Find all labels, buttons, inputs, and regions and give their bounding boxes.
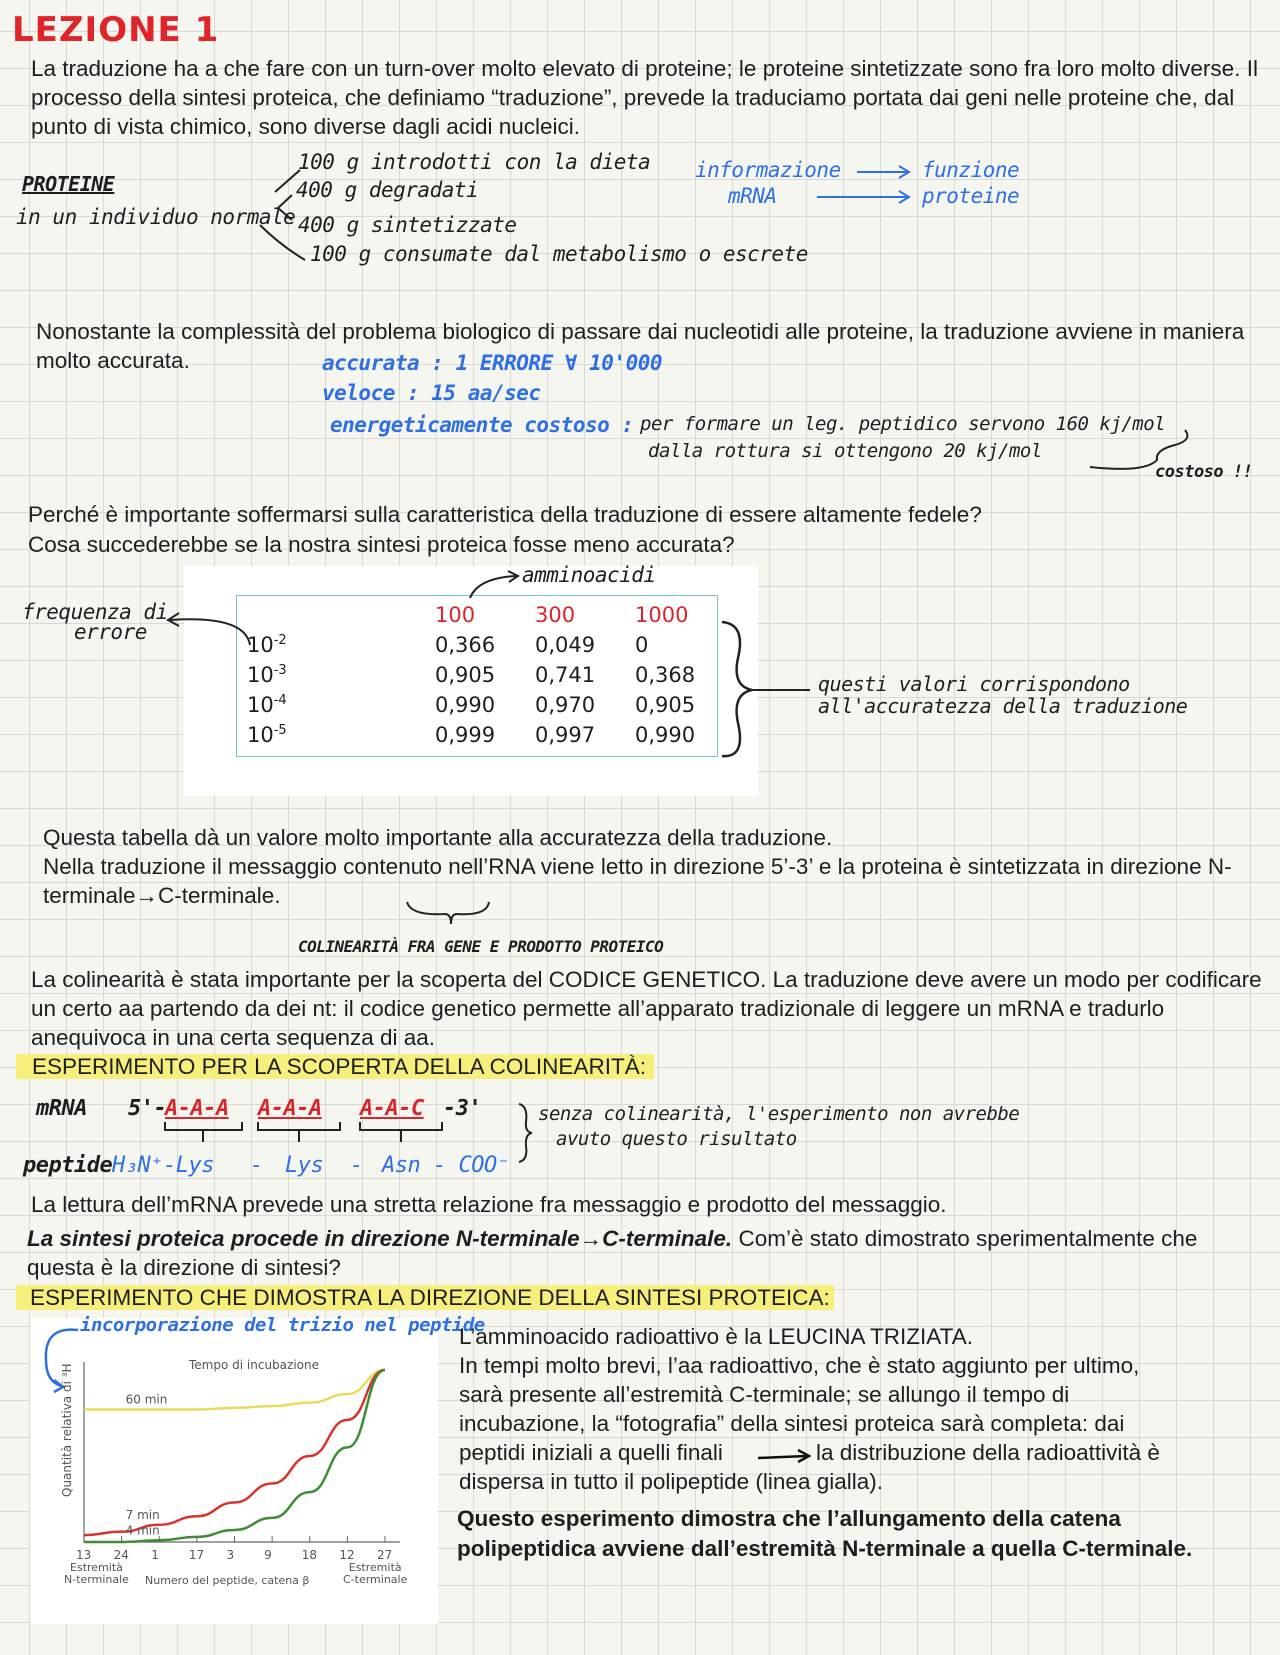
- five-prime: 5'-: [128, 1096, 167, 1121]
- question: Cosa succederebbe se la nostra sintesi proteica fosse meno accurata?: [28, 532, 735, 557]
- table-cell: 0,990: [435, 693, 496, 717]
- amminoacidi-note: amminoacidi: [522, 563, 656, 587]
- proteine-heading: PROTEINE: [22, 172, 115, 196]
- table-cell: 0,049: [535, 633, 596, 657]
- experiment-line: peptidi iniziali a quelli finali: [459, 1440, 723, 1465]
- codon: A-A-C: [360, 1096, 424, 1121]
- arrow-icon: [756, 1446, 816, 1466]
- energy-note: dalla rottura si ottengono 20 kj/mol: [648, 440, 1042, 462]
- chart-note: incorporazione del trizio nel peptide: [80, 1314, 485, 1336]
- table-header: 1000: [635, 603, 689, 627]
- table-cell: 0: [635, 633, 649, 657]
- x-tick-label: 27: [377, 1548, 393, 1562]
- freq-base: 10: [247, 723, 274, 747]
- conclusion: polipeptidica avviene dall’estremità N-terminale a quella C-terminale.: [457, 1536, 1193, 1561]
- intro-paragraph: La traduzione ha a che fare con un turn-over molto elevato di proteine; le proteine sintetizzate sono fra loro molto diverse. Il processo della sintesi proteica, che definiamo “traduzione”, prevede la traduciamo portata dai geni nelle proteine che, dal punto di vista chimico, sono diverse dagli acidi nucleici.: [31, 56, 1258, 139]
- table-cell: 0,905: [635, 693, 696, 717]
- peptide-residue: H₃N⁺-Lys: [112, 1153, 214, 1178]
- proteine-item: 100 g introdotti con la dieta: [298, 150, 651, 174]
- proteine-subject: in un individuo normale: [16, 205, 296, 229]
- chart-x-right-label-2: C-terminale: [343, 1573, 408, 1586]
- table-header: 100: [435, 603, 476, 627]
- table-paragraph: Questa tabella dà un valore molto importante alla accuratezza della traduzione.: [43, 825, 833, 850]
- table-cell: 0,905: [435, 663, 496, 687]
- accuracy-table-frame: [236, 595, 718, 757]
- esperimento-heading: [16, 1052, 654, 1081]
- amminoacidi-arrow: [468, 570, 528, 600]
- x-tick-label: 18: [301, 1548, 318, 1562]
- flow-from: informazione: [695, 158, 841, 182]
- peptide-residue: Asn - COO⁻: [382, 1153, 510, 1178]
- codon-brackets: [160, 1120, 460, 1150]
- experiment-line: la distribuzione della radioattività è: [816, 1440, 1160, 1465]
- x-tick-label: 24: [113, 1548, 129, 1562]
- accuracy-table: [247, 600, 715, 750]
- flow-from: mRNA: [728, 184, 777, 208]
- frequenza-arrow: [165, 610, 265, 650]
- x-tick-label: 9: [264, 1548, 272, 1562]
- table-row: [247, 720, 715, 750]
- freq-exp: -2: [273, 633, 287, 648]
- page-title: LEZIONE 1: [12, 10, 220, 50]
- mrna-note: senza colinearità, l'esperimento non avrebbe: [538, 1103, 1020, 1125]
- series-label: 7 min: [125, 1507, 160, 1522]
- experiment-line: sarà presente all’estremità C-terminale; se allungo il tempo di: [459, 1382, 1070, 1407]
- peptide-bond: -: [250, 1153, 263, 1178]
- freq-exp: -4: [273, 693, 287, 708]
- series-label: 4 min: [125, 1523, 160, 1538]
- colinearita-note: COLINEARITÀ FRA GENE E PRODOTTO PROTEICO: [298, 937, 664, 956]
- line-chart: [80, 1360, 410, 1550]
- x-tick-label: 1: [151, 1548, 159, 1562]
- x-tick-label: 13: [76, 1548, 92, 1562]
- esperimento-heading-text: ESPERIMENTO PER LA SCOPERTA DELLA COLINEARITÀ:: [16, 1054, 654, 1079]
- experiment-line: incubazione, la “fotografia” della sintesi proteica sarà completa: dai: [459, 1411, 1125, 1436]
- experiment-line: L’amminoacido radioattivo è la LEUCINA TRIZIATA.: [459, 1324, 973, 1349]
- costoso-note: costoso !!: [1155, 462, 1253, 482]
- sintesi-paragraph: [27, 1224, 1267, 1282]
- table-cell: 0,366: [435, 633, 496, 657]
- freq-base: 10: [247, 633, 274, 657]
- proteine-item: 100 g consumate dal metabolismo o escrete: [310, 242, 808, 266]
- proteine-item: 400 g sintetizzate: [298, 213, 517, 237]
- table-paragraph: Nella traduzione il messaggio contenuto nell’RNA viene letto in direzione 5’-3’ e la proteina è sintetizzata in direzione N-terminale→C-terminale.: [43, 854, 1232, 908]
- valori-note: questi valori corrispondono: [818, 672, 1130, 696]
- speed-note: veloce : 15 aa/sec: [322, 381, 541, 405]
- codon: A-A-A: [258, 1096, 322, 1121]
- table-row: [247, 660, 715, 690]
- table-brace: [718, 618, 818, 768]
- series-label: 60 min: [125, 1392, 168, 1407]
- peptide-residue: Lys: [285, 1153, 324, 1178]
- esperimento-heading-2: [16, 1283, 834, 1312]
- flow-to: proteine: [922, 184, 1020, 208]
- table-row: [247, 690, 715, 720]
- freq-base: 10: [247, 693, 274, 717]
- conclusion: Questo esperimento dimostra che l’allungamento della catena: [457, 1506, 1121, 1531]
- chart-title: Tempo di incubazione: [189, 1358, 319, 1372]
- mrna-note: avuto questo risultato: [556, 1128, 797, 1150]
- colinearita-brace: [405, 898, 495, 928]
- chart-x-left-label-1: Estremità: [70, 1561, 123, 1574]
- experiment-line: dispersa in tutto il polipeptide (linea gialla).: [459, 1469, 883, 1494]
- table-cell: 0,997: [535, 723, 596, 747]
- frequenza-note: frequenza di: [22, 600, 168, 624]
- chart-xlabel: Numero del peptide, catena β: [145, 1574, 310, 1587]
- freq-exp: -3: [273, 663, 287, 678]
- experiment-line: In tempi molto brevi, l’aa radioattivo, che è stato aggiunto per ultimo,: [459, 1353, 1140, 1378]
- peptide-label: peptide: [23, 1153, 113, 1178]
- proteine-item: 400 g degradati: [296, 178, 479, 202]
- table-cell: 0,999: [435, 723, 496, 747]
- three-prime: -3': [443, 1096, 482, 1121]
- table-row: [247, 630, 715, 660]
- table-cell: 0,741: [535, 663, 596, 687]
- accuracy-note: accurata : 1 ERRORE ∀ 10'000: [322, 351, 663, 375]
- errore-note: errore: [74, 620, 147, 644]
- table-header: 300: [535, 603, 576, 627]
- table-header-row: [247, 600, 715, 630]
- x-tick-label: 17: [188, 1548, 205, 1562]
- colinearita-paragraph: La colinearità è stata importante per la scoperta del CODICE GENETICO. La traduzione deve avere un modo per codificare un certo aa partendo da dei nt: il codice genetico permette all’apparato tradizionale di leggere un mRNA e tradurlo anequivoca in una certa sequenza di aa.: [31, 967, 1262, 1050]
- freq-base: 10: [247, 663, 274, 687]
- codon: A-A-A: [165, 1096, 229, 1121]
- sintesi-rest: Com’è stato dimostrato sperimentalmente che questa è la direzione di sintesi?: [27, 1226, 1198, 1280]
- x-tick-label: 3: [226, 1548, 235, 1562]
- mrna-brace: [516, 1102, 536, 1164]
- mrna-label: mRNA: [36, 1096, 87, 1121]
- chart-x-right-label-1: Estremità: [348, 1561, 402, 1574]
- peptide-bond: -: [350, 1153, 363, 1178]
- table-cell: 0,368: [635, 663, 696, 687]
- question: Perché è importante soffermarsi sulla caratteristica della traduzione di essere altamente fedele?: [28, 502, 982, 527]
- accuracy-paragraph-text: Nonostante la complessità del problema biologico di passare dai nucleotidi alle proteine, la traduzione avviene in maniera molto accurata.: [36, 319, 1245, 373]
- x-tick-label: 12: [339, 1548, 355, 1562]
- energy-label: energeticamente costoso :: [330, 413, 634, 437]
- chart-ylabel: Quantità relativa di ³H: [60, 1363, 74, 1497]
- table-cell: 0,990: [635, 723, 696, 747]
- flow-arrows: [855, 160, 915, 210]
- table-cell: 0,970: [535, 693, 596, 717]
- valori-note: all'accuratezza della traduzione: [818, 694, 1188, 718]
- energy-note: per formare un leg. peptidico servono 160 kj/mol: [640, 413, 1166, 435]
- flow-to: funzione: [922, 158, 1020, 182]
- freq-exp: -5: [273, 723, 287, 738]
- lettura-paragraph: La lettura dell’mRNA prevede una stretta relazione fra messaggio e prodotto del messaggio.: [31, 1192, 947, 1217]
- chart-x-left-label: [64, 1562, 129, 1586]
- sintesi-bold: La sintesi proteica procede in direzione N-terminale→C-terminale.: [27, 1226, 733, 1251]
- chart-x-right-label: [343, 1562, 407, 1586]
- chart-x-left-label-2: N-terminale: [64, 1573, 129, 1586]
- esperimento-heading-2-text: ESPERIMENTO CHE DIMOSTRA LA DIREZIONE DELLA SINTESI PROTEICA:: [16, 1285, 834, 1310]
